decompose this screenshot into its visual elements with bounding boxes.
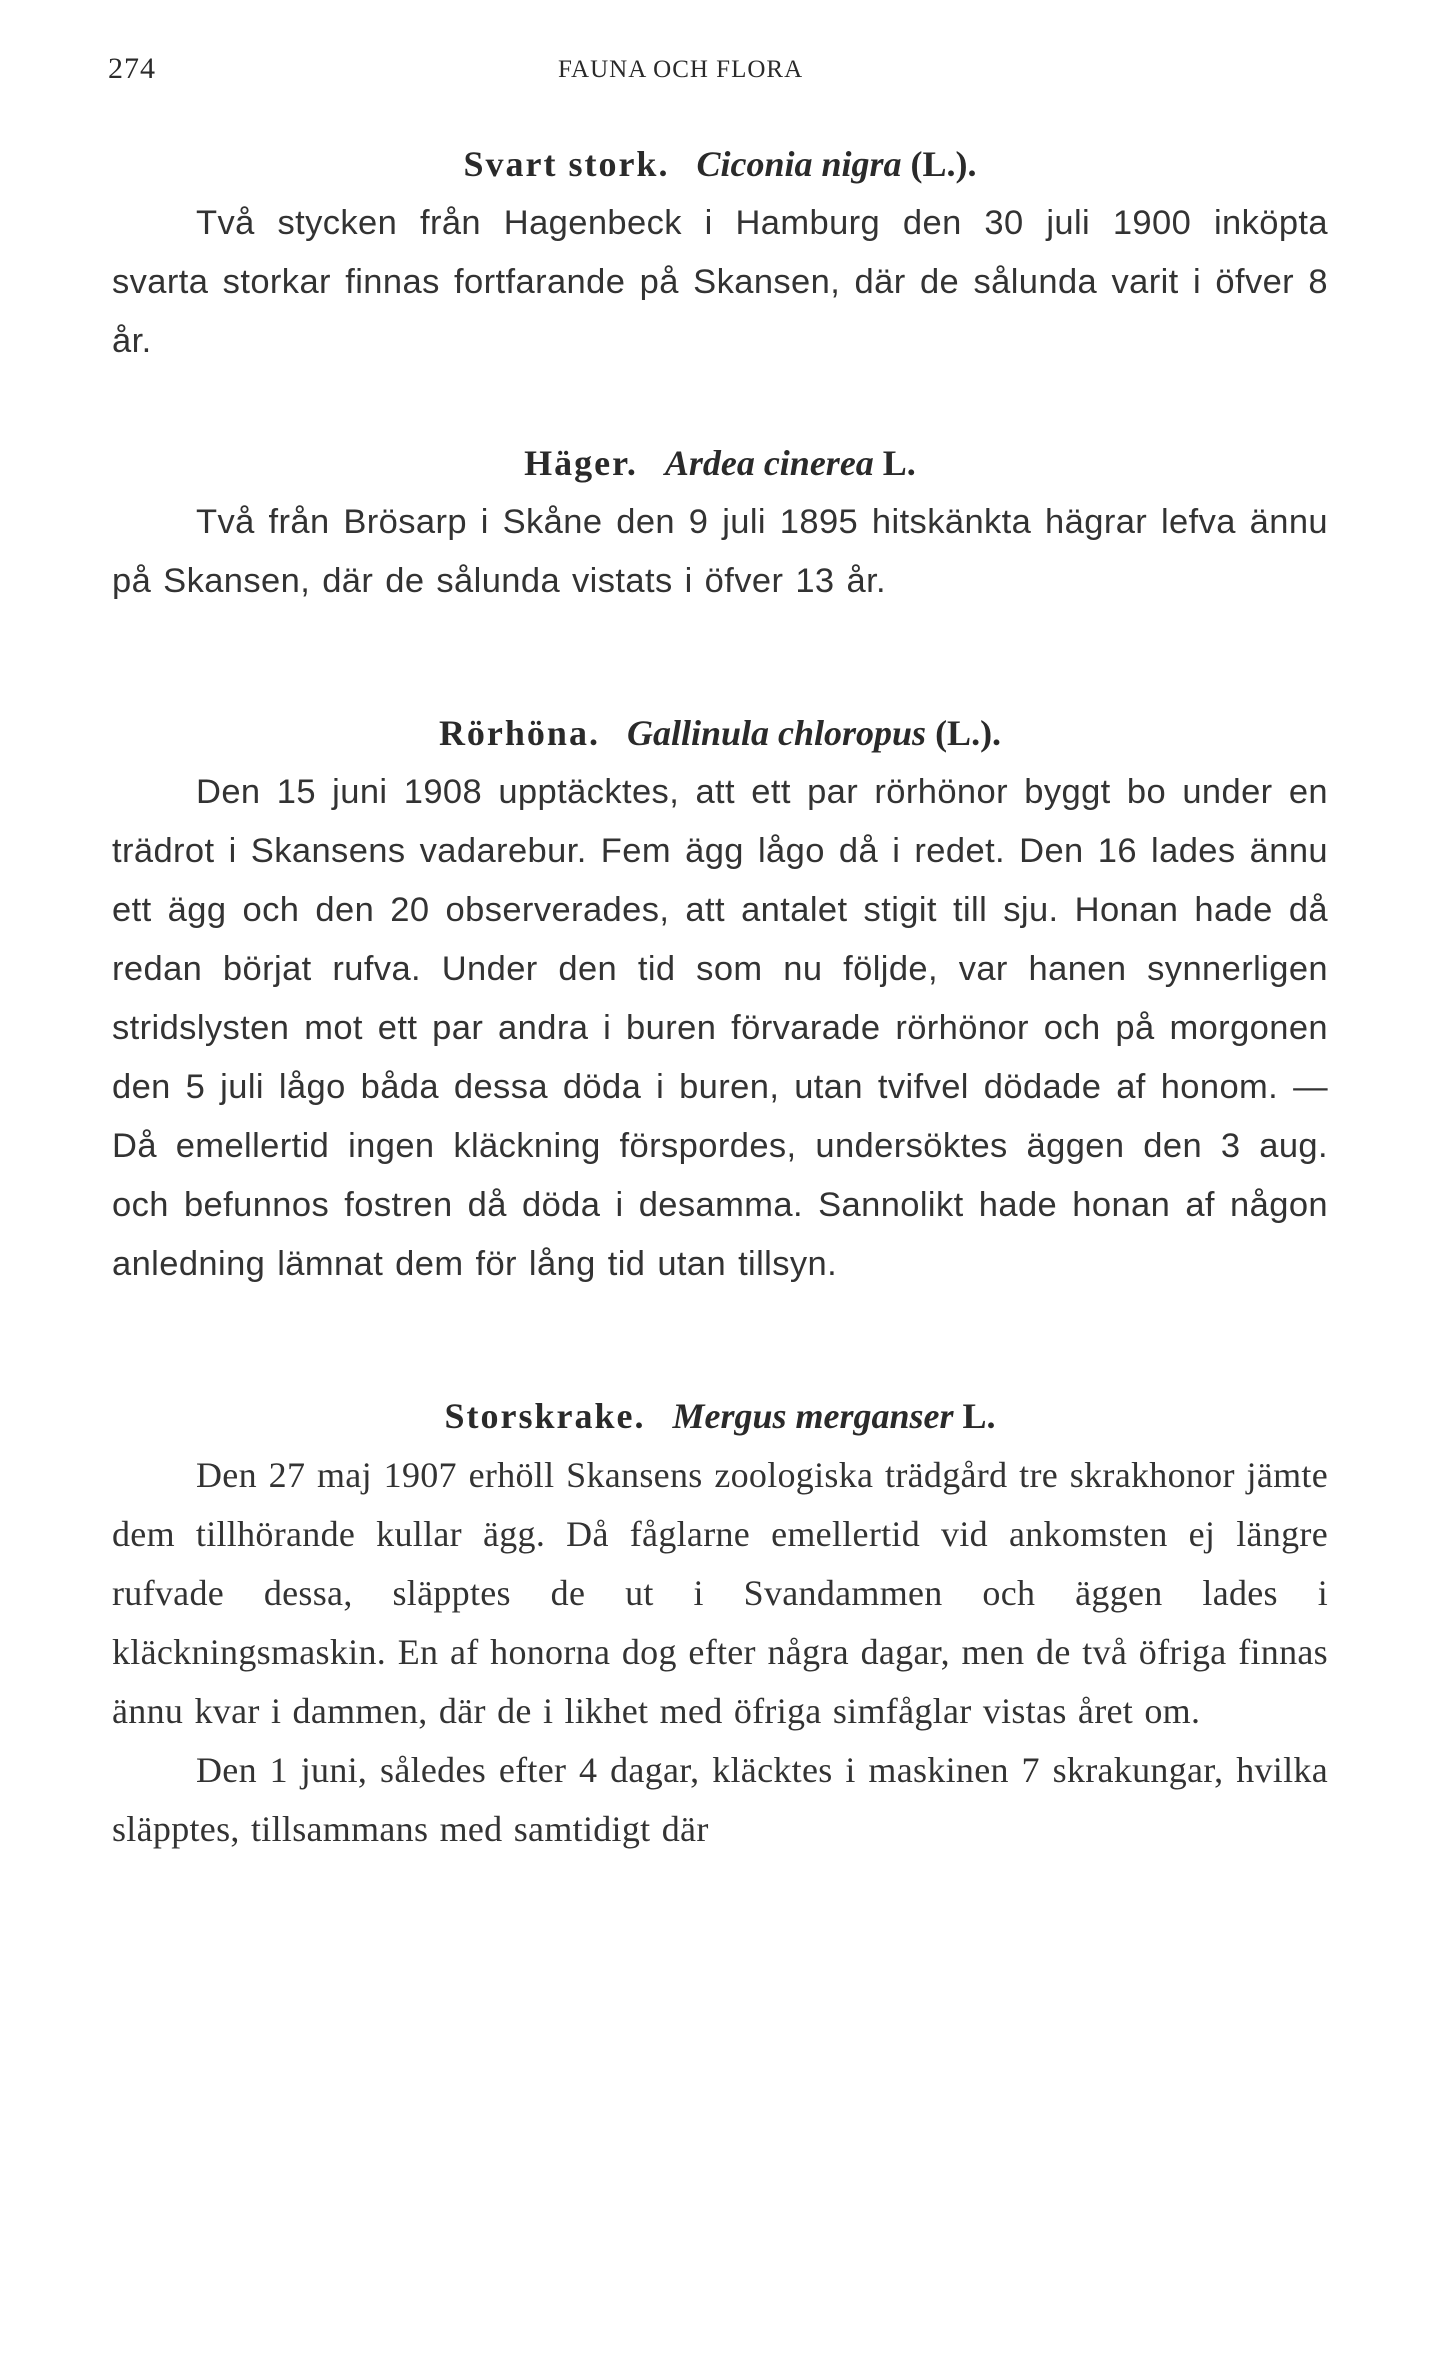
latin-name: Gallinula chloropus bbox=[626, 713, 927, 753]
body-text bbox=[112, 140, 1328, 1859]
latin-name: Ciconia nigra bbox=[696, 144, 902, 184]
common-name: Häger. bbox=[524, 443, 638, 483]
section-heading bbox=[112, 1392, 1328, 1440]
latin-name: Mergus merganser bbox=[672, 1396, 954, 1436]
section-storskrake bbox=[112, 1392, 1328, 1859]
author-citation: L. bbox=[882, 443, 916, 483]
common-name: Rörhöna. bbox=[438, 713, 600, 753]
paragraph: Den 15 juni 1908 upptäcktes, att ett par rörhönor byggt bo under en trädrot i Skansens vadarebur. Fem ägg lågo då i redet. Den 16 lades ännu ett ägg och den 20 observerades, att antalet stigit till sju. Honan hade då redan börjat rufva. Under den tid som nu följde, var hanen synnerligen stridslysten mot ett par andra i buren förvarade rörhönor och på morgonen den 5 juli lågo båda dessa döda i buren, utan tvifvel dödade af honom. — Då emellertid ingen kläckning förspordes, undersöktes äggen den 3 aug. och befunnos fostren då döda i desamma. Sannolikt hade honan af någon anledning lämnat dem för lång tid utan tillsyn. bbox=[112, 773, 1328, 1283]
section-heading bbox=[112, 709, 1328, 757]
section-heading bbox=[112, 439, 1328, 487]
section-hager bbox=[112, 439, 1328, 611]
author-citation: (L.). bbox=[910, 144, 977, 184]
running-head bbox=[108, 52, 1332, 92]
section-rorhona bbox=[112, 709, 1328, 1294]
paragraph: Två från Brösarp i Skåne den 9 juli 1895 hitskänkta hägrar lefva ännu på Skansen, där de sålunda vistats i öfver 13 år. bbox=[112, 503, 1328, 600]
paragraph: Den 1 juni, således efter 4 dagar, kläcktes i maskinen 7 skrakungar, hvilka släpptes, tillsammans med samtidigt där bbox=[112, 1750, 1328, 1849]
common-name: Svart stork. bbox=[463, 144, 670, 184]
journal-title: FAUNA OCH FLORA bbox=[558, 56, 804, 83]
author-citation: L. bbox=[962, 1396, 996, 1436]
common-name: Storskrake. bbox=[444, 1396, 646, 1436]
latin-name: Ardea cinerea bbox=[664, 443, 874, 483]
section-heading bbox=[112, 140, 1328, 188]
paragraph: Två stycken från Hagenbeck i Hamburg den 30 juli 1900 inköpta svarta storkar finnas fortfarande på Skansen, där de sålunda varit i öfver 8 år. bbox=[112, 204, 1328, 360]
page-number: 274 bbox=[108, 52, 156, 85]
paragraph: Den 27 maj 1907 erhöll Skansens zoologiska trädgård tre skrakhonor jämte dem tillhörande kullar ägg. Då fåglarne emellertid vid ankomsten ej längre rufvade dessa, släpptes de ut i Svandammen och äggen lades i kläckningsmaskin. En af honorna dog efter några dagar, men de två öfriga finnas ännu kvar i dammen, där de i likhet med öfriga simfåglar vistas året om. bbox=[112, 1455, 1328, 1731]
section-svart-stork bbox=[112, 140, 1328, 371]
author-citation: (L.). bbox=[935, 713, 1002, 753]
